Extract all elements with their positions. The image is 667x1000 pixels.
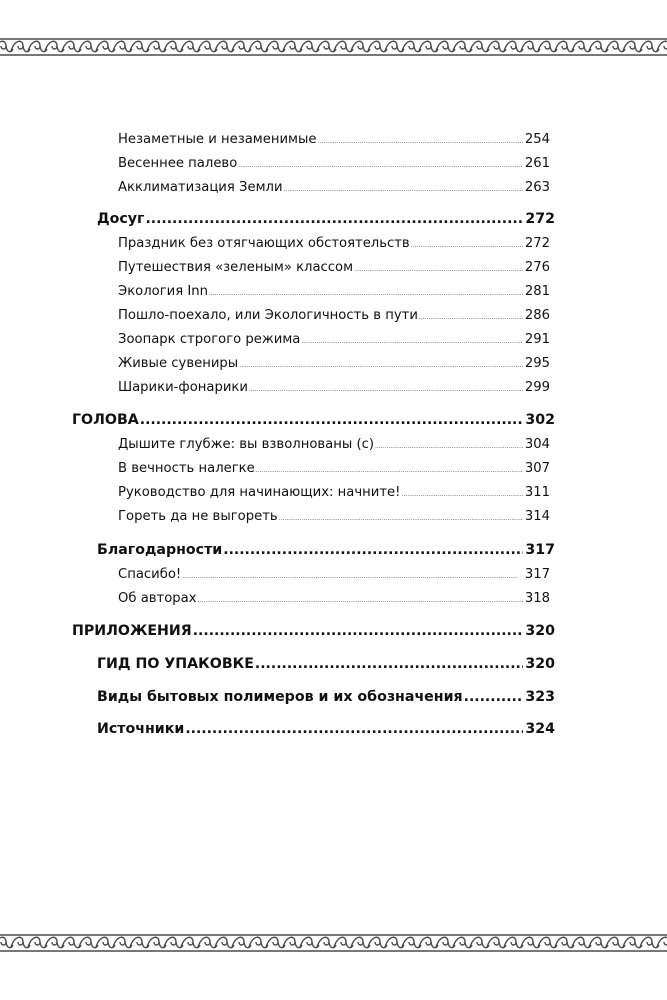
toc-entry-title: Гореть да не выгореть [118,509,278,524]
toc-section-title: ГИД ПО УПАКОВКЕ [97,656,254,672]
toc-entry-page: 311 [524,485,550,500]
wave-scroll [368,937,387,947]
wave-scroll [555,937,574,947]
leader-dots [411,243,523,250]
leader-dots [255,657,523,671]
toc-entry-title: Живые сувениры [118,356,239,371]
wave-scroll [45,937,64,947]
wave-scroll [487,937,506,947]
toc-entry-page: 291 [524,332,550,347]
toc-entry-title: Акклиматизация Земли [118,180,283,195]
wave-scroll [300,937,319,947]
toc-entry-title: Незаметные и незаменимые [118,132,317,147]
toc-entry[interactable] [118,357,550,370]
toc-part-title: ГОЛОВА [72,412,139,428]
toc-entry[interactable] [118,261,550,274]
wave-scroll [589,937,608,947]
wave-scroll [470,937,489,947]
toc-entry-page: 318 [524,591,550,606]
wave-scroll [317,937,336,947]
wave-scroll [249,937,268,947]
toc-entry[interactable] [118,510,550,523]
toc-entry[interactable] [118,592,550,605]
toc-section-heading[interactable] [97,722,555,736]
wave-scroll [504,937,523,947]
toc-entry-title: Руководство для начинающих: начните! [118,485,401,500]
wave-scroll [266,937,285,947]
toc-section-page: 320 [525,656,555,672]
toc-entry-page: 254 [524,132,550,147]
wave-scroll [232,937,251,947]
leader-dots [209,291,523,298]
toc-section-title: Источники [97,721,185,737]
toc-entry-title: Путешествия «зеленым» классом [118,260,354,275]
toc-part-heading[interactable] [72,413,555,427]
wave-scroll [453,937,472,947]
toc-entry-page: 299 [524,380,550,395]
bottom-wave-border [0,933,667,953]
wave-scroll [164,937,183,947]
toc-entry[interactable] [118,181,550,194]
wave-scroll [79,937,98,947]
toc-entry[interactable] [118,568,550,581]
toc-section-heading[interactable] [97,543,555,557]
toc-entry-title: Весеннее палево [118,156,238,171]
wave-scroll [28,937,47,947]
toc-entry-title: Спасибо! [118,567,182,582]
toc-entry[interactable] [118,333,550,346]
wave-scroll [198,937,217,947]
toc-entry[interactable] [118,438,550,451]
toc-entry[interactable] [118,309,550,322]
leader-dots [145,212,523,226]
wave-scroll [640,937,659,947]
leader-dots [318,139,523,146]
leader-dots [419,315,523,322]
wave-scroll [181,937,200,947]
leader-dots [198,598,523,605]
toc-part-page: 320 [525,623,555,639]
leader-dots [354,267,523,274]
toc-entry-title: Дышите глубже: вы взволнованы (с) [118,437,375,452]
toc-section-heading[interactable] [97,657,555,671]
toc-entry-page: 281 [524,284,550,299]
toc-entry-title: Праздник без отягчающих обстоятельств [118,236,410,251]
wave-scroll [538,937,557,947]
wave-scroll [572,937,591,947]
wave-scroll [351,937,370,947]
leader-dots [238,163,523,170]
wave-scroll [385,937,404,947]
toc-part-heading[interactable] [72,624,555,638]
wave-scroll [436,937,455,947]
leader-dots [464,690,524,704]
toc-part-page: 302 [525,412,555,428]
leader-dots [284,187,523,194]
toc-entry[interactable] [118,133,550,146]
leader-dots [239,363,523,370]
toc-entry-page: 272 [524,236,550,251]
wave-scroll [623,937,642,947]
leader-dots [279,516,523,523]
toc-entry[interactable] [118,237,550,250]
leader-dots [140,413,524,427]
wave-scroll [334,937,353,947]
toc-entry-title: Пошло-поехало, или Экологичность в пути [118,308,418,323]
leader-dots [185,722,523,736]
wave-scroll [147,937,166,947]
wave-scroll [215,937,234,947]
toc-entry[interactable] [118,462,550,475]
toc-section-title: Виды бытовых полимеров и их обозначения [97,689,463,705]
wave-scroll [521,937,540,947]
toc-entry-title: Экология Inn [118,284,208,299]
leader-dots [193,624,524,638]
toc-entry[interactable] [118,486,550,499]
wave-scroll [62,937,81,947]
leader-dots [401,492,522,499]
toc-entry-page: 295 [524,356,550,371]
wave-scroll [130,937,149,947]
toc-section-page: 317 [525,542,555,558]
wave-scroll [96,937,115,947]
toc-section-page: 323 [525,689,555,705]
wave-scroll [402,937,421,947]
leader-dots [301,339,522,346]
toc-section-heading[interactable] [97,212,555,226]
toc-entry-page: 276 [524,260,550,275]
toc-entry[interactable] [118,381,550,394]
toc-entry-page: 307 [524,461,550,476]
leader-dots [182,574,523,581]
toc-section-page: 272 [525,211,555,227]
leader-dots [223,543,523,557]
toc-entry-page: 304 [524,437,550,452]
leader-dots [375,444,523,451]
toc-section-heading[interactable] [97,690,555,704]
toc-entry-title: В вечность налегке [118,461,255,476]
wave-scroll [11,937,30,947]
toc-entry-title: Зоопарк строгого режима [118,332,301,347]
toc-entry[interactable] [118,285,550,298]
wave-scroll [283,937,302,947]
toc-entry-page: 261 [524,156,550,171]
wave-scroll [606,937,625,947]
toc-entry-page: 314 [524,509,550,524]
toc-entry[interactable] [118,157,550,170]
leader-dots [249,387,523,394]
wave-scroll [113,937,132,947]
toc-part-title: ПРИЛОЖЕНИЯ [72,623,192,639]
toc-entry-title: Об авторах [118,591,197,606]
toc-section-title: Благодарности [97,542,223,558]
toc-section-page: 324 [525,721,555,737]
toc-entry-page: 317 [524,567,550,582]
toc-entry-page: 263 [524,180,550,195]
toc-entry-page: 286 [524,308,550,323]
toc-section-title: Досуг [97,211,145,227]
toc-entry-title: Шарики-фонарики [118,380,248,395]
wave-scroll [419,937,438,947]
leader-dots [256,468,523,475]
